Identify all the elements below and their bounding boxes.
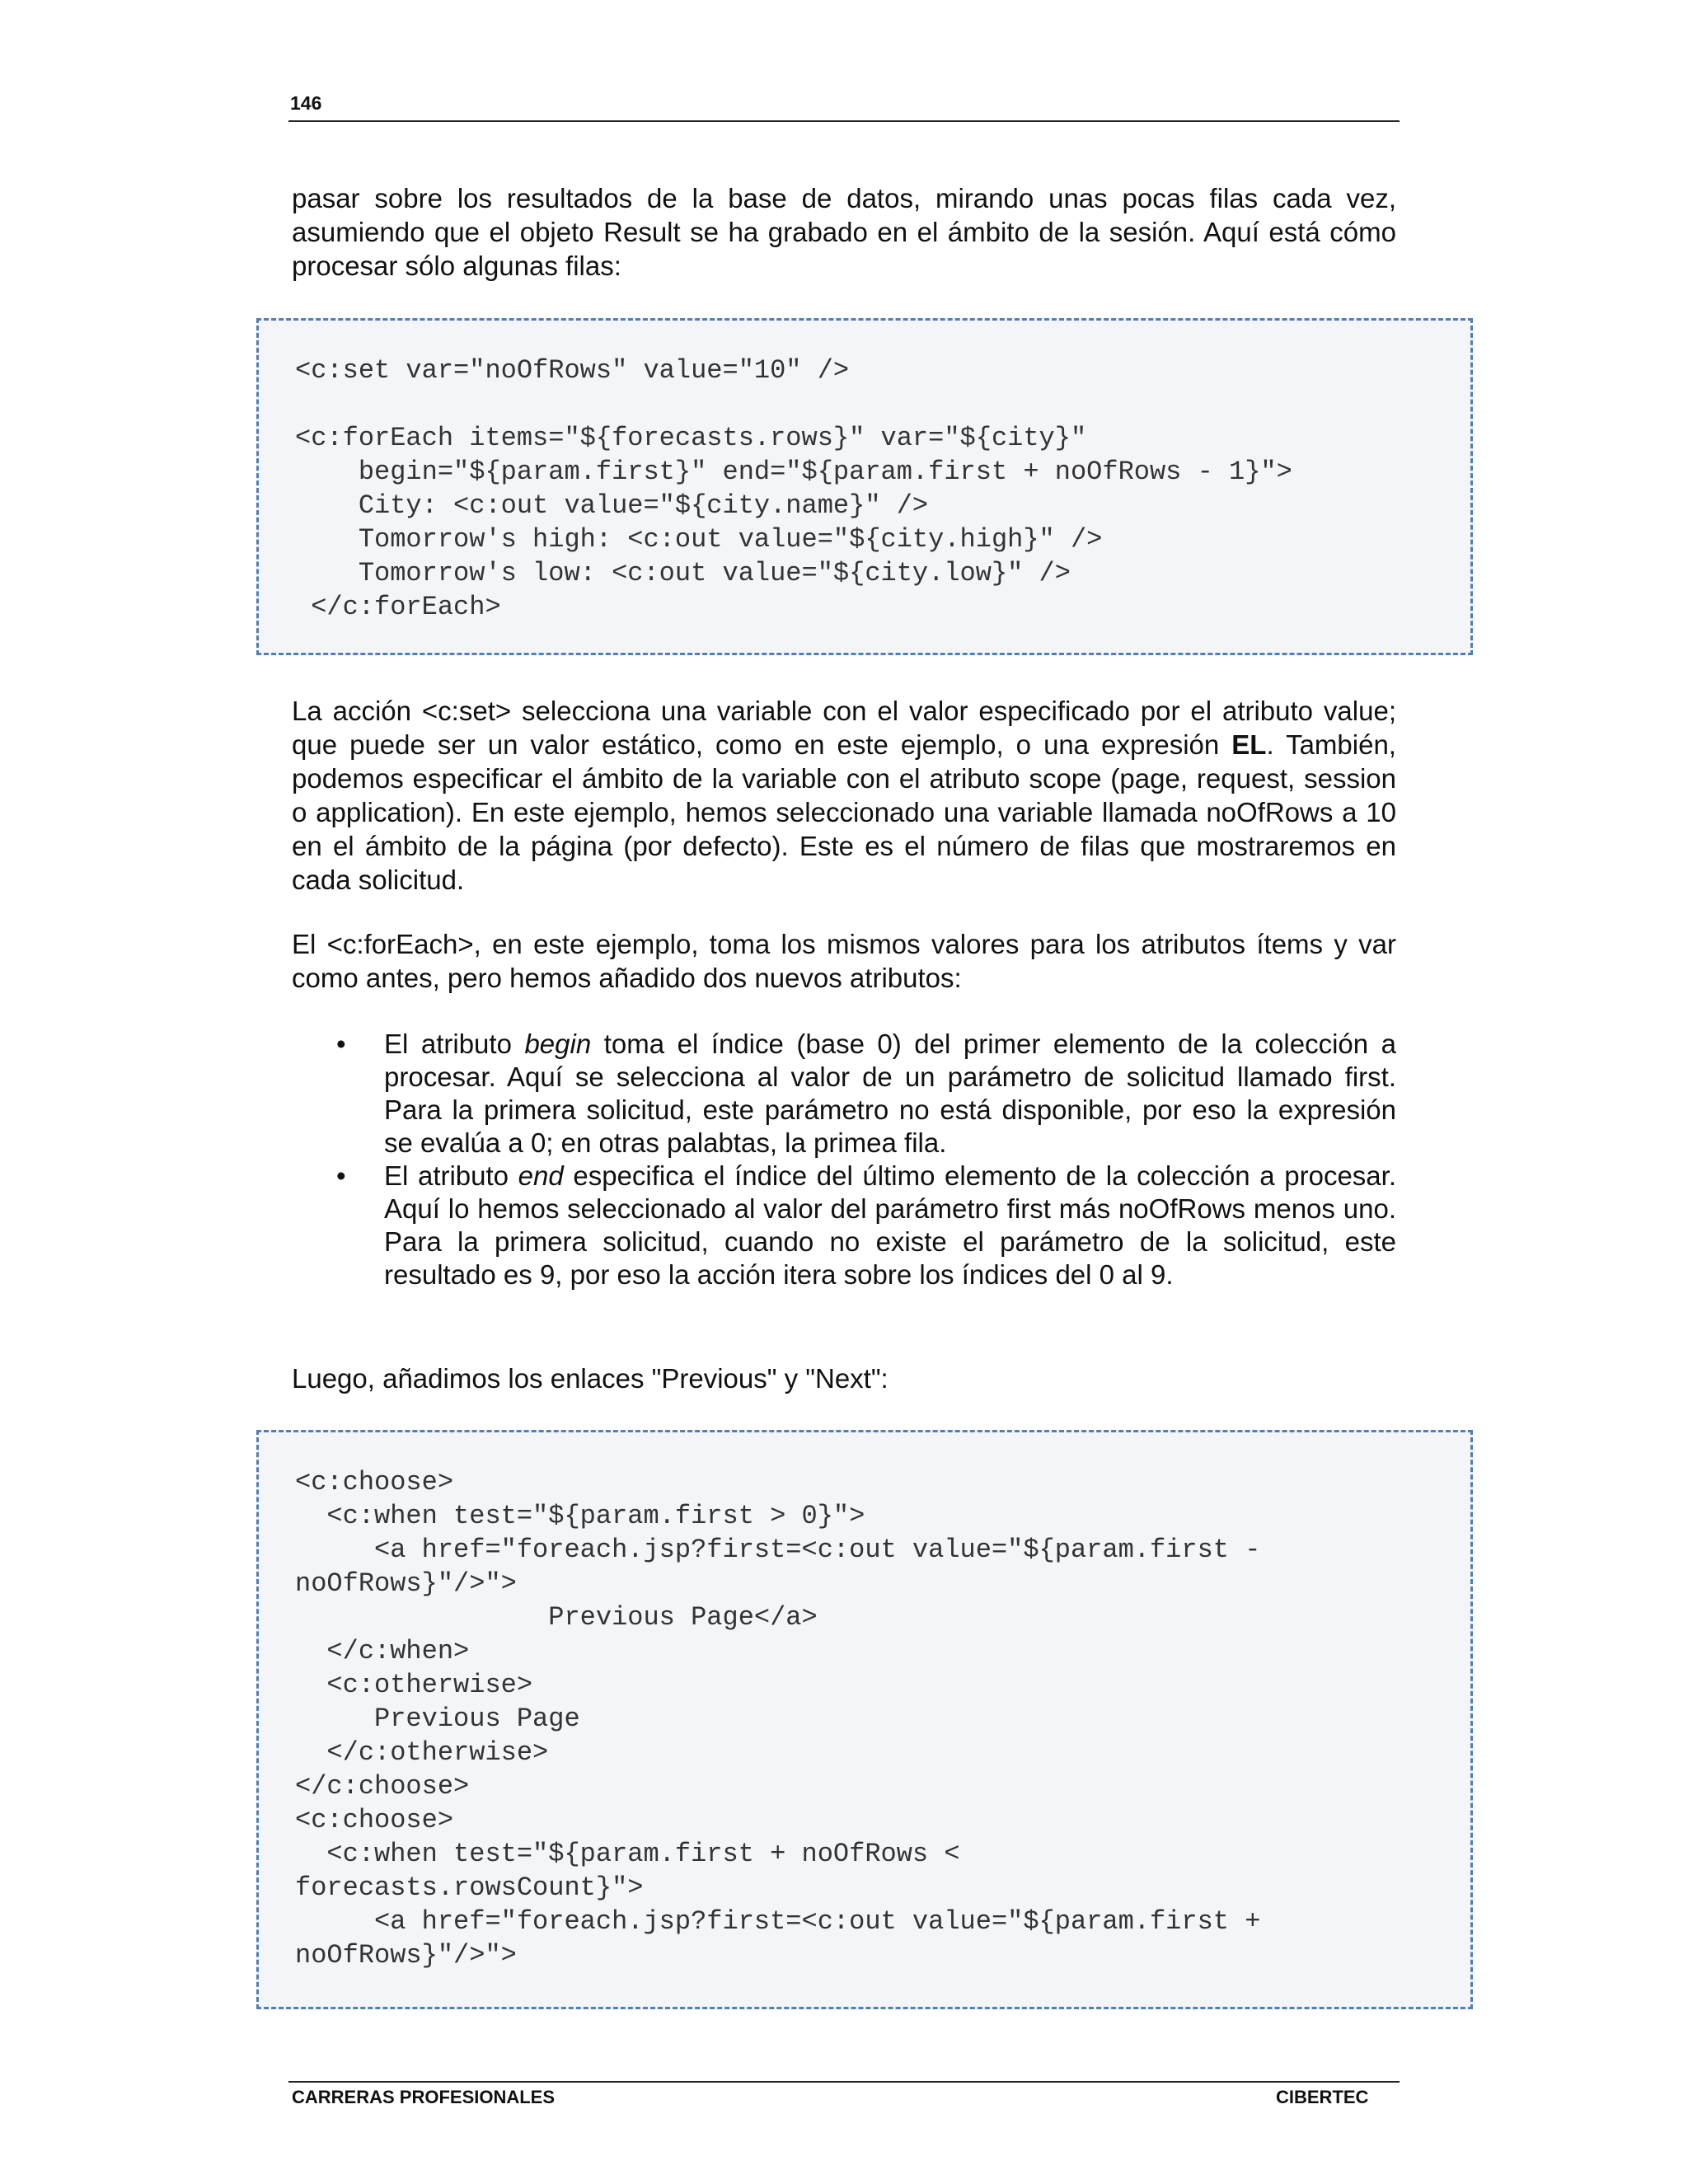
code-line: </c:when> [295,1636,470,1666]
paragraph-links: Luego, añadimos los enlaces "Previous" y "Next": [292,1363,889,1394]
list-item [292,1160,1396,1291]
footer-left-label: CARRERAS PROFESIONALES [292,2087,556,2107]
intro-paragraph: pasar sobre los resultados de la base de datos, mirando unas pocas filas cada vez, asumiendo que el objeto Result se ha grabado en el ámbito de la sesión. Aquí está cómo procesar sólo algunas filas: [292,183,1396,281]
code-block-set-foreach [256,318,1473,655]
attribute-list [292,1028,1396,1291]
bullet-glyph: • [336,1160,346,1191]
paragraph-cset-text-b: . También, podemos especificar el ámbito de la variable con el atributo scope (page, request, session o application). En este ejemplo, hemos seleccionado una variable llamada noOfRows a 10 en el ámbito de la página (por defecto). Este es el número de filas que mostraremos en cada solicitud. [292,729,1396,895]
code-line: begin="${param.first}" end="${param.first + noOfRows - 1}"> [295,457,1292,487]
code-line: <c:choose> [295,1805,454,1835]
list-item-text-b: toma el índice (base 0) del primer elemento de la colección a procesar. Aquí se selecciona al valor de un parámetro de solicitud llamado first. Para la primera solicitud, este parámetro no está disponible, por eso la expresión se evalúa a 0; en otras palabtas, la primea fila. [384,1029,1397,1158]
list-item-text-a: El atributo [384,1160,518,1191]
code-line: <a href="foreach.jsp?first=<c:out value="${param.first + [295,1906,1261,1937]
header-rule [288,120,1400,122]
code-line: <c:otherwise> [295,1670,533,1700]
code-line: Tomorrow's low: <c:out value="${city.low}" /> [295,558,1071,588]
code-line: <c:choose> [295,1467,454,1497]
footer-right-label: CIBERTEC [1276,2087,1369,2107]
code-line: <c:when test="${param.first + noOfRows < [295,1839,960,1869]
code-line: <c:when test="${param.first > 0}"> [295,1501,865,1531]
code-line: City: <c:out value="${city.name}" /> [295,490,929,521]
code-line: Previous Page [295,1704,580,1734]
code-line: Tomorrow's high: <c:out value="${city.high}" /> [295,524,1103,555]
page-number: 146 [290,92,322,114]
code-line: noOfRows}"/>"> [295,1940,517,1971]
footer-rule [288,2081,1400,2083]
end-term: end [518,1160,564,1191]
code-line: Previous Page</a> [295,1602,818,1633]
code-line: </c:otherwise> [295,1737,549,1768]
el-term: EL [1231,729,1267,760]
code-line: </c:choose> [295,1771,470,1802]
list-item [292,1028,1396,1160]
paragraph-cset [292,694,1396,897]
code-line: forecasts.rowsCount}"> [295,1872,644,1903]
code-line: noOfRows}"/>"> [295,1568,517,1599]
bullet-glyph: • [336,1029,346,1059]
code-line: <c:set var="noOfRows" value="10" /> [295,355,850,386]
begin-term: begin [524,1029,592,1059]
list-item-text-a: El atributo [384,1029,525,1059]
paragraph-cset-text-a: La acción <c:set> selecciona una variable con el valor especificado por el atributo value; que puede ser un valor estático, como en este ejemplo, o una expresión [292,696,1396,760]
code-line: <c:forEach items="${forecasts.rows}" var="${city}" [295,423,1087,453]
paragraph-foreach: El <c:forEach>, en este ejemplo, toma los mismos valores para los atributos ítems y var como antes, pero hemos añadido dos nuevos atributos: [292,929,1396,993]
code-line: </c:forEach> [295,592,501,622]
code-block-choose [256,1430,1473,2009]
list-item-text-b: especifica el índice del último elemento de la colección a procesar. Aquí lo hemos seleccionado al valor del parámetro first más noOfRows menos uno. Para la primera solicitud, cuando no existe el parámetro de la solicitud, este resultado es 9, por eso la acción itera sobre los índices del 0 al 9. [384,1160,1397,1290]
code-line: <a href="foreach.jsp?first=<c:out value="${param.first - [295,1535,1261,1565]
